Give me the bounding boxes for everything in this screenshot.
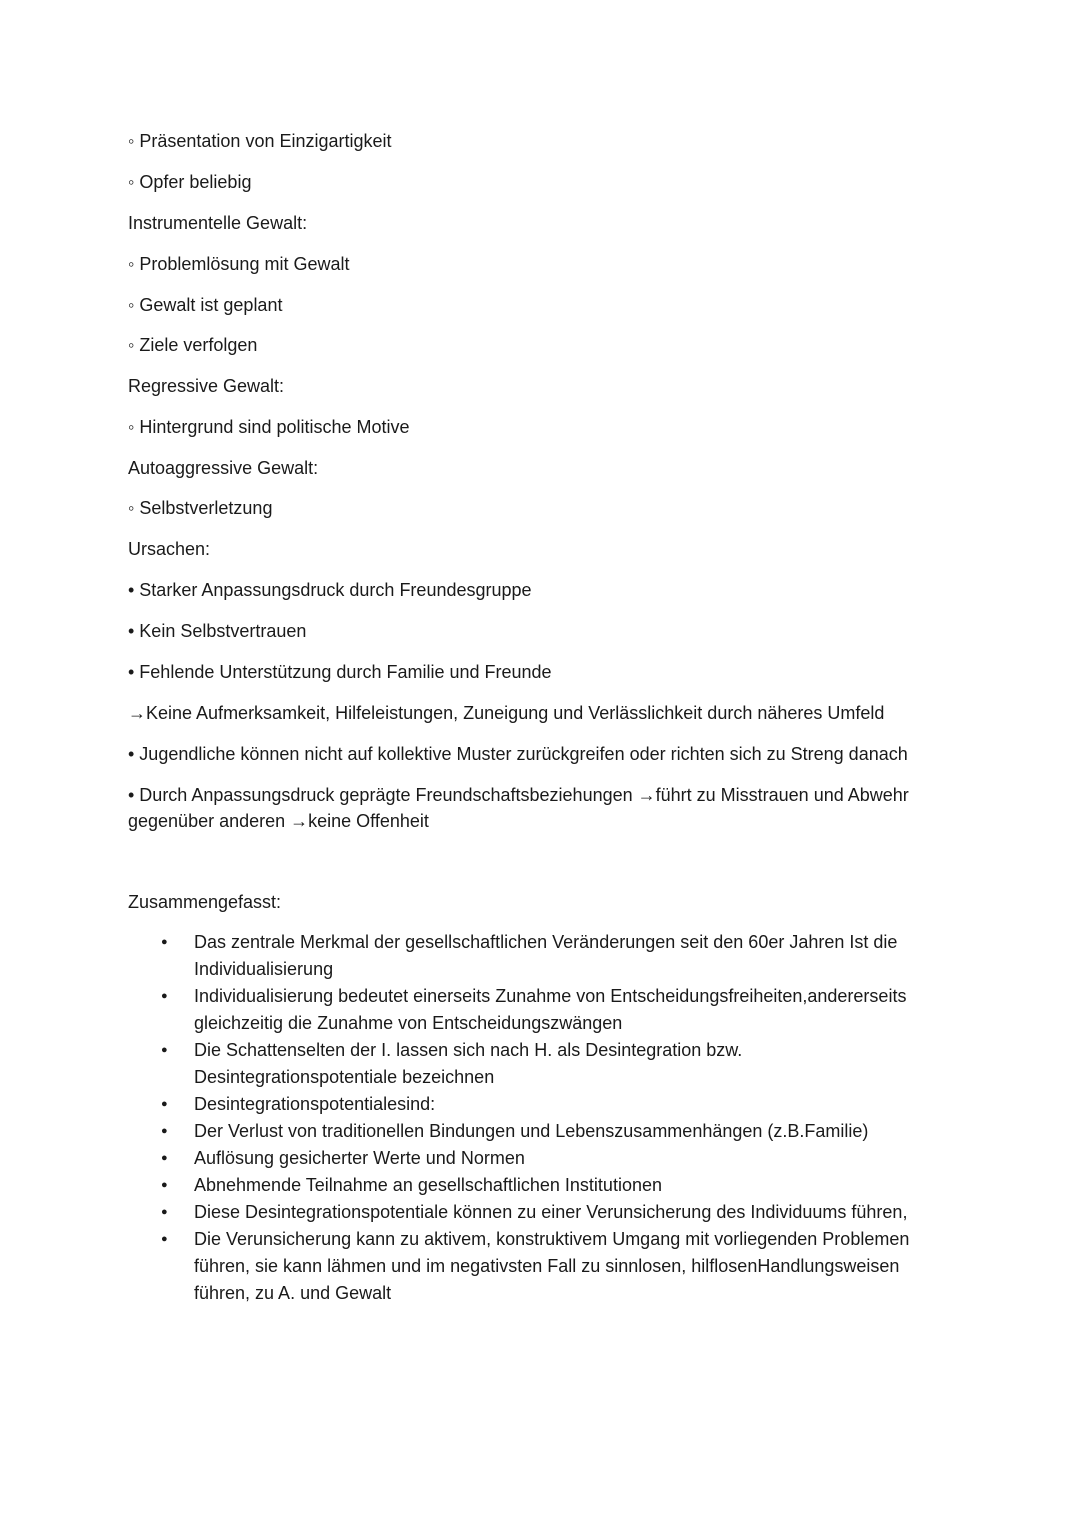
list-item: • Fehlende Unterstützung durch Familie und Freunde <box>128 662 552 682</box>
summary-item: ● Diese Desintegrationspotentiale können zu einer Verunsicherung des Individuums führen, <box>152 1199 942 1226</box>
summary-item: ● Auflösung gesicherter Werte und Normen <box>152 1145 942 1172</box>
section-heading: Instrumentelle Gewalt: <box>128 213 308 233</box>
list-item: • Jugendliche können nicht auf kollektive Muster zurückgreifen oder richten sich zu Streng danach <box>128 744 908 764</box>
list-item: ◦ Gewalt ist geplant <box>128 295 283 315</box>
summary-item: ● Individualisierung bedeutet einerseits Zunahme von Entscheidungsfreiheiten,andererseits gleichzeitig die Zunahme von Entscheidungszwängen <box>152 983 942 1037</box>
list-item: • Starker Anpassungsdruck durch Freundesgruppe <box>128 580 532 600</box>
summary-item: ● Abnehmende Teilnahme an gesellschaftlichen Institutionen <box>152 1172 942 1199</box>
list-item: ◦ Hintergrund sind politische Motive <box>128 417 410 437</box>
summary-item: ● Desintegrationspotentialesind: <box>152 1091 942 1118</box>
list-item: • Kein Selbstvertrauen <box>128 621 307 641</box>
section-heading: Zusammengefasst: <box>128 892 282 912</box>
summary-item: ● Die Verunsicherung kann zu aktivem, konstruktivem Umgang mit vorliegenden Problemen führen, sie kann lähmen und im negativsten Fall zu sinnlosen, hilflosenHandlungsweisen führen, zu A. und Gewalt <box>152 1226 942 1307</box>
summary-item: ● Die Schattenselten der I. lassen sich nach H. als Desintegration bzw. Desintegrationspotentiale bezeichnen <box>152 1037 942 1091</box>
list-item: ◦ Opfer beliebig <box>128 172 252 192</box>
summary-item: ● Das zentrale Merkmal der gesellschaftlichen Veränderungen seit den 60er Jahren Ist die Individualisierung <box>152 929 942 983</box>
list-item: →Keine Aufmerksamkeit, Hilfeleistungen, Zuneigung und Verlässlichkeit durch näheres Umfeld <box>128 703 885 723</box>
list-item: ◦ Präsentation von Einzigartigkeit <box>128 131 392 151</box>
section-heading: Regressive Gewalt: <box>128 376 285 396</box>
list-item: ◦ Problemlösung mit Gewalt <box>128 254 350 274</box>
section-heading: Ursachen: <box>128 539 211 559</box>
summary-list <box>152 929 942 1307</box>
list-item: ◦ Selbstverletzung <box>128 498 273 518</box>
list-item: • Durch Anpassungsdruck geprägte Freundschaftsbeziehungen →führt zu Misstrauen und Abwehr gegenüber anderen →keine Offenheit <box>128 785 909 831</box>
section-heading: Autoaggressive Gewalt: <box>128 458 319 478</box>
summary-item: ● Der Verlust von traditionellen Bindungen und Lebenszusammenhängen (z.B.Familie) <box>152 1118 942 1145</box>
list-item: ◦ Ziele verfolgen <box>128 335 258 355</box>
